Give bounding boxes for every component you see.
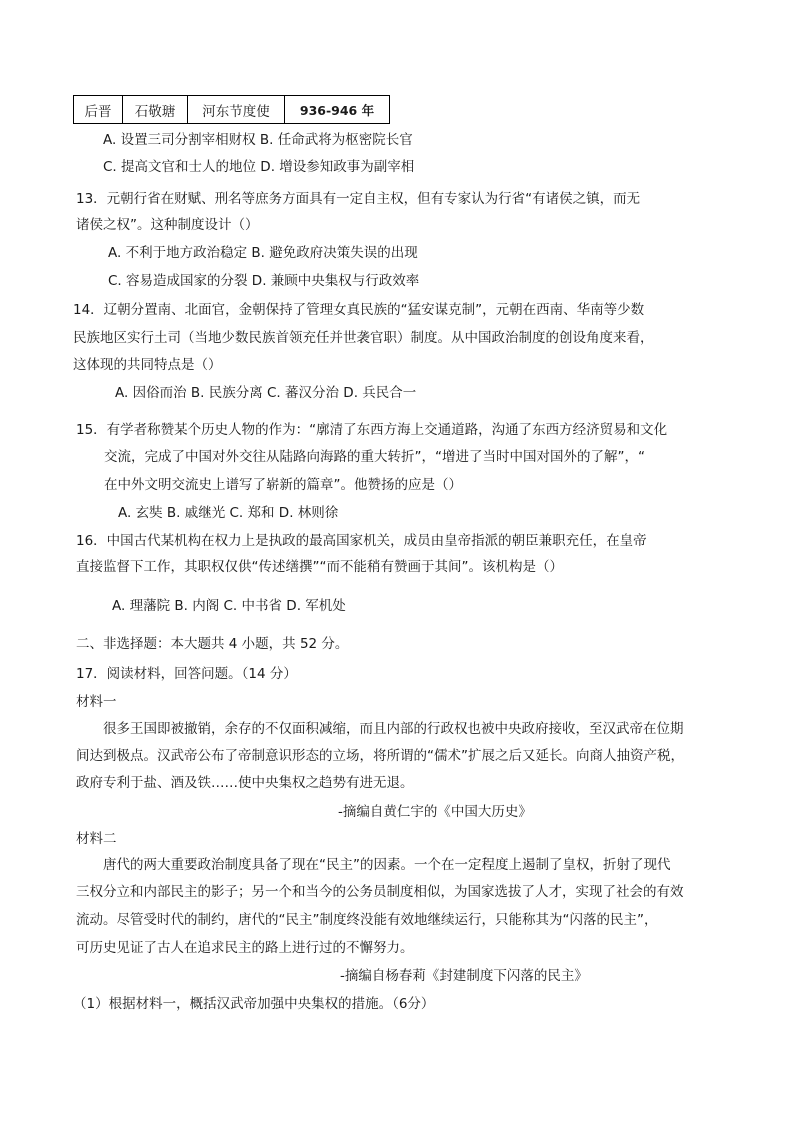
q12-option-line-2: C. 提高文官和士人的地位 D. 增设参知政事为副宰相 bbox=[103, 159, 415, 175]
table-cell-dynasty: 后晋 bbox=[74, 96, 123, 124]
material-1-line-3: 政府专利于盐、酒及铁……使中央集权之趋势有进无退。 bbox=[76, 775, 414, 791]
material-1-line-2: 间达到极点。汉武帝公布了帝制意识形态的立场，将所谓的“儒术”扩展之后又延长。向商人抽资产税， bbox=[76, 748, 684, 764]
q16-stem-line-2: 直接监督下工作，其职权仅供“传述缮撰”“而不能稍有赞画于其间”。该机构是（） bbox=[76, 559, 563, 575]
q15-stem-line-1: 15．有学者称赞某个历史人物的作为：“廓清了东西方海上交通道路，沟通了东西方经济贸易和文化 bbox=[76, 422, 668, 438]
q13-stem-line-1: 13．元朝行省在财赋、刑名等庶务方面具有一定自主权，但有专家认为行省“有诸侯之镇，而无 bbox=[76, 191, 641, 207]
material-1-line-1: 很多王国即被撤销，余存的不仅面积减缩，而且内部的行政权也被中央政府接收，至汉武帝在位期 bbox=[103, 721, 684, 737]
table-cell-person: 石敬瑭 bbox=[123, 96, 188, 124]
material-2-line-3: 流动。尽管受时代的制约，唐代的“民主”制度终没能有效地继续运行，只能称其为“闪落的民主”， bbox=[76, 912, 658, 928]
table-row bbox=[74, 96, 390, 124]
q17-subquestion-1: （1）根据材料一，概括汉武帝加强中央集权的措施。（6分） bbox=[73, 996, 435, 1012]
material-2-line-1: 唐代的两大重要政治制度具备了现在“民主”的因素。一个在一定程度上遏制了皇权，折射了现代 bbox=[103, 857, 671, 873]
q15-stem-line-2: 交流，完成了中国对外交往从陆路向海路的重大转折”，“增进了当时中国对国外的了解”，“ bbox=[104, 449, 645, 465]
q13-stem-line-2: 诸侯之权”。这种制度设计（） bbox=[76, 217, 259, 233]
table-cell-years: 936-946 年 bbox=[285, 96, 390, 124]
table-cell-office: 河东节度使 bbox=[188, 96, 285, 124]
q14-stem-line-2: 民族地区实行土司（当地少数民族首领充任并世袭官职）制度。从中国政治制度的创设角度来看， bbox=[73, 330, 654, 346]
q12-option-line-1: A. 设置三司分割宰相财权 B. 任命武将为枢密院长官 bbox=[103, 132, 413, 148]
q16-stem-line-1: 16．中国古代某机构在权力上是执政的最高国家机关，成员由皇帝指派的朝臣兼职充任，在皇帝 bbox=[76, 533, 647, 549]
section-2-heading: 二、非选择题：本大题共 4 小题，共 52 分。 bbox=[76, 636, 349, 652]
material-2-line-2: 三权分立和内部民主的影子；另一个和当今的公务员制度相似，为国家选拔了人才，实现了社会的有效 bbox=[76, 884, 684, 900]
q17-title: 17．阅读材料，回答问题。（14 分） bbox=[76, 666, 297, 682]
q15-stem-line-3: 在中外文明交流史上谱写了崭新的篇章”。他赞扬的应是（） bbox=[104, 477, 462, 493]
dynasty-table bbox=[73, 95, 390, 124]
q15-options: A. 玄奘 B. 戚继光 C. 郑和 D. 林则徐 bbox=[118, 505, 339, 521]
material-2-line-4: 可历史见证了古人在追求民主的路上进行过的不懈努力。 bbox=[76, 940, 414, 956]
q13-option-line-2: C. 容易造成国家的分裂 D. 兼顾中央集权与行政效率 bbox=[108, 273, 420, 289]
q14-stem-line-1: 14．辽朝分置南、北面官，金朝保持了管理女真民族的“猛安谋克制”，元朝在西南、华南等少数 bbox=[73, 302, 645, 318]
q14-options: A. 因俗而治 B. 民族分离 C. 蕃汉分治 D. 兵民合一 bbox=[115, 385, 417, 401]
q16-options: A. 理藩院 B. 内阁 C. 中书省 D. 军机处 bbox=[112, 598, 346, 614]
material-2-source: -摘编自杨春莉《封建制度下闪落的民主》 bbox=[340, 968, 588, 984]
q14-stem-line-3: 这体现的共同特点是（） bbox=[73, 357, 222, 373]
material-1-source: -摘编自黄仁宇的《中国大历史》 bbox=[338, 804, 532, 820]
q13-option-line-1: A. 不利于地方政治稳定 B. 避免政府决策失误的出现 bbox=[108, 245, 418, 261]
material-1-label: 材料一 bbox=[76, 694, 117, 710]
material-2-label: 材料二 bbox=[76, 831, 117, 847]
